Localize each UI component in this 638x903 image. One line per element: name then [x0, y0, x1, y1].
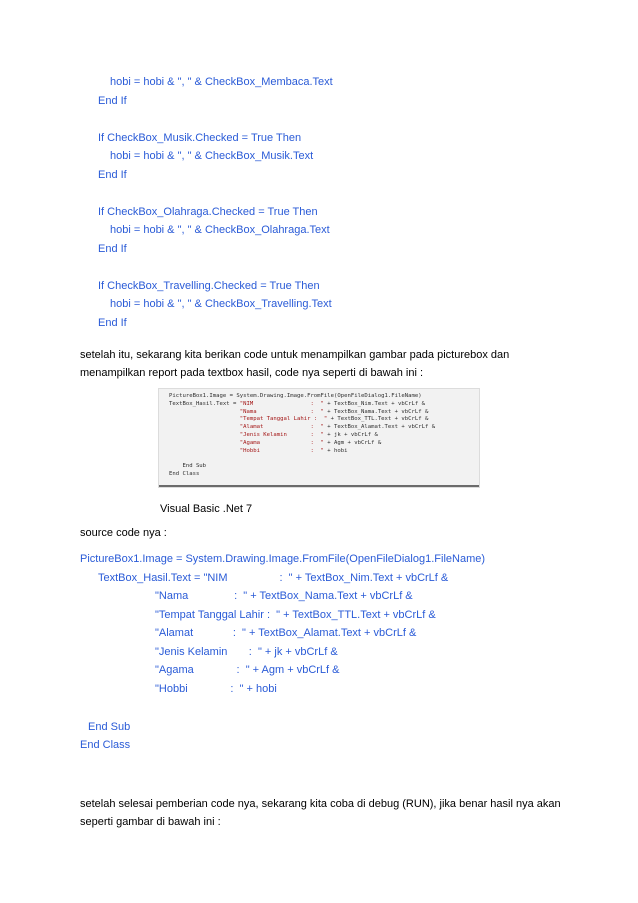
- screenshot-code-line: End Sub: [169, 463, 207, 470]
- code-line: End If: [98, 168, 127, 181]
- paragraph-line: seperti gambar di bawah ini :: [80, 816, 221, 828]
- code-line: hobi = hobi & ", " & CheckBox_Membaca.Text: [110, 76, 333, 88]
- code-line: hobi = hobi & ", " & CheckBox_Musik.Text: [110, 150, 314, 162]
- screenshot-code-line: PictureBox1.Image = System.Drawing.Image.FromFile(OpenFileDialog1.FileName): [169, 393, 422, 399]
- code-screenshot: [158, 388, 480, 488]
- screenshot-code-line: "Jenis Kelamin : " + jk + vbCrLf &: [239, 432, 378, 438]
- end-sub-line: End Sub: [88, 721, 131, 733]
- screenshot-code-line: "Nama : " + TextBox_Nama.Text + vbCrLf &: [239, 408, 429, 415]
- paragraph-line: setelah selesai pemberian code nya, sekarang kita coba di debug (RUN), jika benar hasil nya akan: [80, 798, 561, 810]
- code-line: "Jenis Kelamin : " + jk + vbCrLf &: [155, 645, 338, 658]
- code-line: "Tempat Tanggal Lahir : " + TextBox_TTL.Text + vbCrLf &: [155, 608, 436, 621]
- code-line: hobi = hobi & ", " & CheckBox_Olahraga.Text: [110, 224, 330, 236]
- screenshot-code-line: "Tempat Tanggal Lahir : " + TextBox_TTL.Text + vbCrLf &: [239, 416, 429, 423]
- code-line: End If: [98, 316, 127, 329]
- screenshot-code-line: TextBox_Hasil.Text = "NIM : " + TextBox_Nim.Text + vbCrLf &: [169, 400, 425, 407]
- code-line: End If: [98, 242, 127, 255]
- code-line: If CheckBox_Olahraga.Checked = True Then: [98, 205, 318, 218]
- code-line: TextBox_Hasil.Text = "NIM : " + TextBox_Nim.Text + vbCrLf &: [98, 571, 449, 584]
- code-line: "Alamat : " + TextBox_Alamat.Text + vbCrLf &: [155, 627, 417, 639]
- code-line: "Hobbi : " + hobi: [155, 682, 277, 695]
- screenshot-bottom-bar: [159, 485, 479, 487]
- figure-caption: Visual Basic .Net 7: [160, 503, 253, 515]
- screenshot-code-line: "Alamat : " + TextBox_Alamat.Text + vbCrLf &: [239, 424, 436, 431]
- code-line: PictureBox1.Image = System.Drawing.Image.FromFile(OpenFileDialog1.FileName): [80, 553, 486, 565]
- paragraph-line: setelah itu, sekarang kita berikan code untuk menampilkan gambar pada picturebox dan: [80, 349, 510, 361]
- code-line: "Nama : " + TextBox_Nama.Text + vbCrLf &: [155, 590, 413, 602]
- code-line: If CheckBox_Musik.Checked = True Then: [98, 131, 302, 144]
- end-class-line: End Class: [80, 739, 131, 751]
- source-label: source code nya :: [80, 527, 167, 539]
- code-line: "Agama : " + Agm + vbCrLf &: [155, 664, 340, 676]
- paragraph-line: menampilkan report pada textbox hasil, code nya seperti di bawah ini :: [80, 367, 424, 379]
- screenshot-code-line: "Agama : " + Agm + vbCrLf &: [239, 439, 382, 446]
- code-line: End If: [98, 94, 127, 107]
- screenshot-code-line: "Hobbi : " + hobi: [239, 447, 348, 454]
- code-line: hobi = hobi & ", " & CheckBox_Travelling.Text: [110, 298, 332, 310]
- screenshot-code-line: End Class: [169, 471, 200, 477]
- code-line: If CheckBox_Travelling.Checked = True Then: [98, 279, 320, 292]
